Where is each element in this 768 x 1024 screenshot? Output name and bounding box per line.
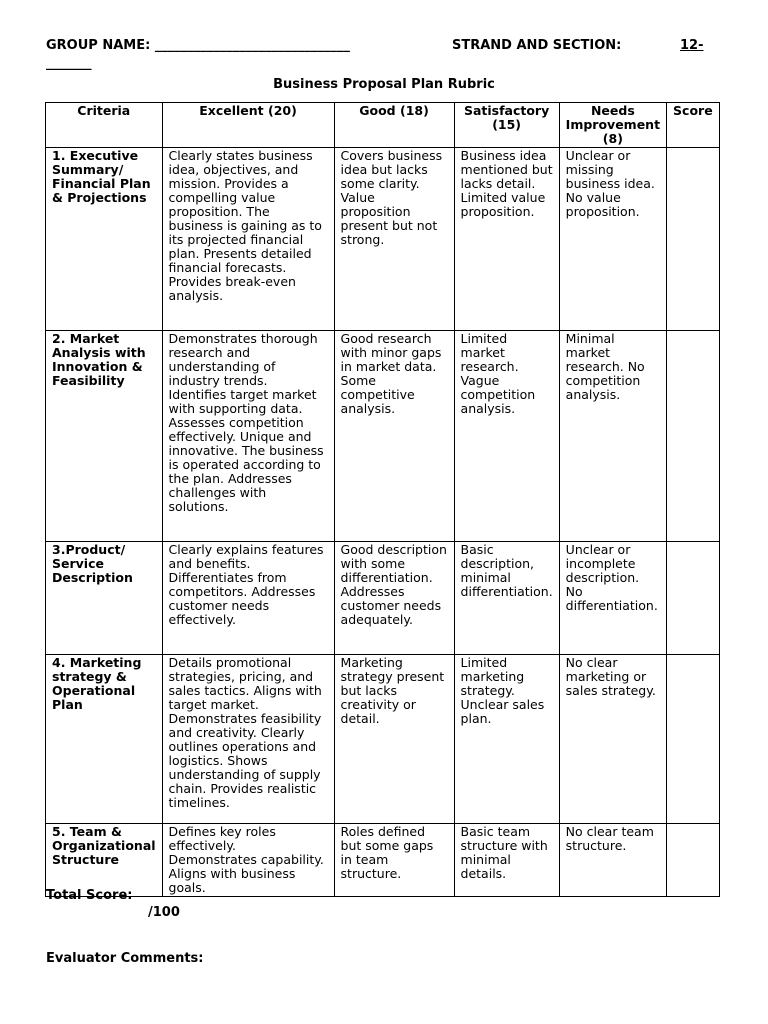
criteria-cell: 3.Product/ Service Description: [46, 542, 163, 655]
grade-label: 12-: [680, 38, 704, 53]
score-cell[interactable]: [667, 824, 720, 897]
evaluator-comments-label: Evaluator Comments:: [46, 951, 204, 966]
good-cell: Good description with some differentiation. Addresses customer needs adequately.: [334, 542, 454, 655]
table-row: [46, 148, 720, 331]
column-header-satisfactory: Satisfactory (15): [454, 103, 559, 148]
column-header-excellent: Excellent (20): [162, 103, 334, 148]
excellent-cell: Clearly states business idea, objectives, and mission. Provides a compelling value proposition. The business is gaining as to its projected financial plan. Presents detailed financial forecasts. Provides break-even analysis.: [162, 148, 334, 331]
score-cell[interactable]: [667, 655, 720, 824]
satisfactory-cell: Basic description, minimal differentiation.: [454, 542, 559, 655]
score-cell[interactable]: [667, 148, 720, 331]
needs-improvement-cell: No clear team structure.: [559, 824, 666, 897]
total-score-label: Total Score:: [46, 888, 133, 903]
satisfactory-cell: Limited market research. Vague competition analysis.: [454, 331, 559, 542]
column-header-needs-improvement: Needs Improvement (8): [559, 103, 666, 148]
group-name-label: GROUP NAME: ______________________________: [46, 38, 350, 53]
satisfactory-cell: Business idea mentioned but lacks detail. Limited value proposition.: [454, 148, 559, 331]
excellent-cell: Clearly explains features and benefits. Differentiates from competitors. Addresses customer needs effectively.: [162, 542, 334, 655]
column-header-criteria: Criteria: [46, 103, 163, 148]
needs-improvement-cell: No clear marketing or sales strategy.: [559, 655, 666, 824]
criteria-cell: 2. Market Analysis with Innovation & Feasibility: [46, 331, 163, 542]
excellent-cell: Defines key roles effectively. Demonstrates capability. Aligns with business goals.: [162, 824, 334, 897]
excellent-cell: Demonstrates thorough research and understanding of industry trends. Identifies target market with supporting data. Assesses competition effectively. Unique and innovative. The business is operated according to the plan. Addresses challenges with solutions.: [162, 331, 334, 542]
score-cell[interactable]: [667, 542, 720, 655]
needs-improvement-cell: Unclear or incomplete description. No differentiation.: [559, 542, 666, 655]
good-cell: Roles defined but some gaps in team structure.: [334, 824, 454, 897]
good-cell: Good research with minor gaps in market data. Some competitive analysis.: [334, 331, 454, 542]
page-title: Business Proposal Plan Rubric: [273, 77, 495, 92]
table-header-row: [46, 103, 720, 148]
satisfactory-cell: Limited marketing strategy. Unclear sales plan.: [454, 655, 559, 824]
table-row: [46, 331, 720, 542]
needs-improvement-cell: Minimal market research. No competition analysis.: [559, 331, 666, 542]
score-cell[interactable]: [667, 331, 720, 542]
table-row: [46, 542, 720, 655]
column-header-good: Good (18): [334, 103, 454, 148]
table-row: [46, 655, 720, 824]
good-cell: Marketing strategy present but lacks creativity or detail.: [334, 655, 454, 824]
table-row: [46, 824, 720, 897]
criteria-cell: 5. Team & Organizational Structure: [46, 824, 163, 897]
rubric-table: [45, 102, 720, 897]
criteria-cell: 4. Marketing strategy & Operational Plan: [46, 655, 163, 824]
needs-improvement-cell: Unclear or missing business idea. No value proposition.: [559, 148, 666, 331]
strand-section-label: STRAND AND SECTION:: [452, 38, 622, 53]
criteria-cell: 1. Executive Summary/ Financial Plan & Projections: [46, 148, 163, 331]
good-cell: Covers business idea but lacks some clarity. Value proposition present but not strong.: [334, 148, 454, 331]
total-score-value: /100: [148, 905, 180, 920]
grade-line: _______: [46, 56, 92, 71]
satisfactory-cell: Basic team structure with minimal details.: [454, 824, 559, 897]
column-header-score: Score: [667, 103, 720, 148]
excellent-cell: Details promotional strategies, pricing, and sales tactics. Aligns with target market. Demonstrates feasibility and creativity. Clearly outlines operations and logistics. Shows understanding of supply chain. Provides realistic timelines.: [162, 655, 334, 824]
